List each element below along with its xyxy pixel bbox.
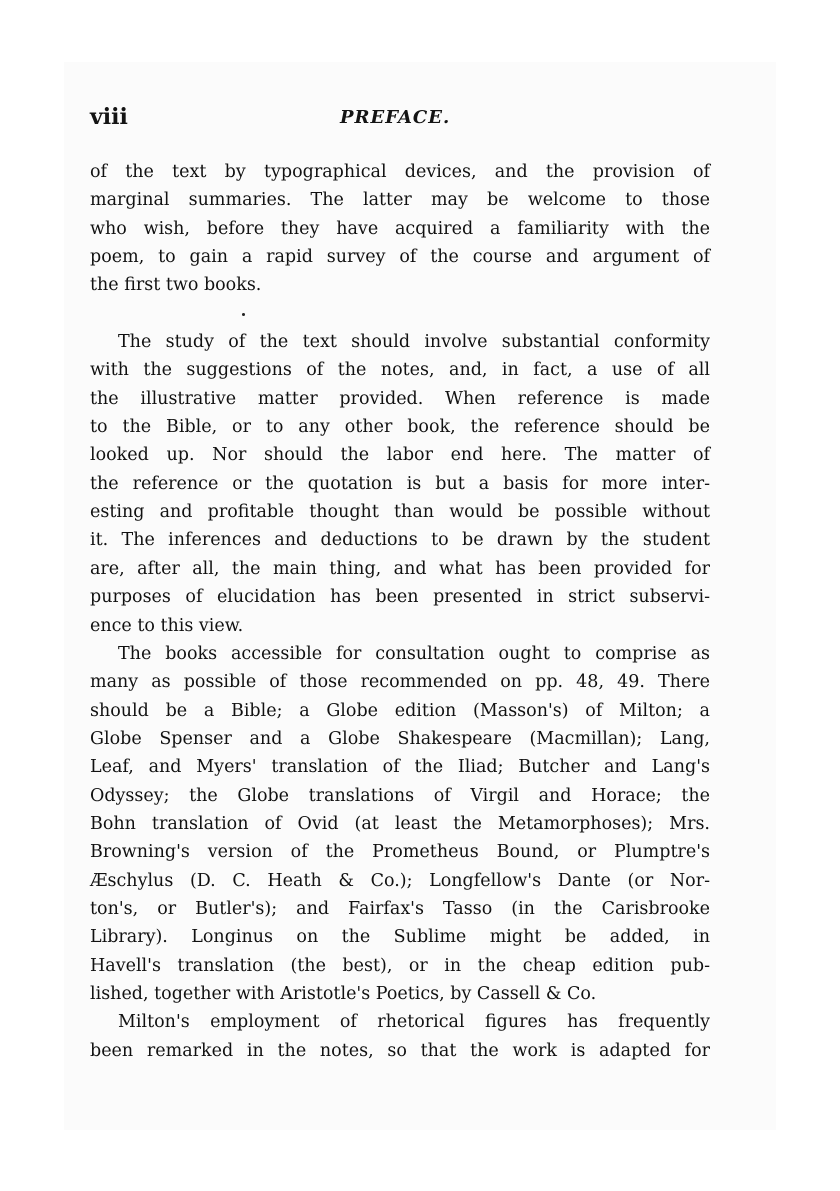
text-line: Library). Longinus on the Sublime might be added, in [90,927,710,948]
paragraph-gap [90,300,710,328]
page-number: viii [90,104,128,130]
text-line: looked up. Nor should the labor end here. The matter of [90,445,710,466]
text-line: marginal summaries. The latter may be welcome to those [90,190,710,211]
ink-speck [242,313,245,316]
text-line: the first two books. [90,275,262,296]
text-line: ence to this view. [90,615,244,636]
text-line: with the suggestions of the notes, and, in fact, a use of all [90,360,710,381]
text-line: many as possible of those recommended on pp. 48, 49. There [90,672,710,693]
text-line: Havell's translation (the best), or in the cheap edition pub- [90,955,710,976]
text-line: who wish, before they have acquired a familiarity with the [90,218,710,239]
text-line: The books accessible for consultation ought to comprise as [118,643,710,664]
text-line: of the text by typographical devices, and the provision of [90,162,710,182]
text-line: Browning's version of the Prometheus Bound, or Plumptre's [90,842,710,863]
text-line: the illustrative matter provided. When reference is made [90,388,710,409]
text-line: the reference or the quotation is but a basis for more inter- [90,473,710,494]
text-line: been remarked in the notes, so that the work is adapted for [90,1040,710,1061]
text-line: poem, to gain a rapid survey of the course and argument of [90,247,710,268]
text-line: Odyssey; the Globe translations of Virgil and Horace; the [90,785,710,806]
text-line: ton's, or Butler's); and Fairfax's Tasso (in the Carisbrooke [90,898,710,919]
text-line: it. The inferences and deductions to be drawn by the student [90,530,710,551]
text-line: Bohn translation of Ovid (at least the Metamorphoses); Mrs. [90,813,710,834]
text-line: purposes of elucidation has been presented in strict subservi- [90,587,710,608]
paragraph-2 [90,328,710,640]
paragraph-4 [90,1008,710,1065]
page-header [90,104,710,138]
paragraph-1 [90,158,710,300]
text-line: esting and profitable thought than would be possible without [90,502,710,523]
text-line: should be a Bible; a Globe edition (Masson's) of Milton; a [90,700,710,721]
text-line: Æschylus (D. C. Heath & Co.); Longfellow's Dante (or Nor- [90,870,710,891]
text-line: Leaf, and Myers' translation of the Iliad; Butcher and Lang's [90,757,710,778]
text-line: to the Bible, or to any other book, the reference should be [90,417,710,438]
text-line: are, after all, the main thing, and what has been provided for [90,558,710,579]
text-line: The study of the text should involve substantial conformity [118,332,710,353]
running-head: PREFACE. [340,107,451,128]
paragraph-3 [90,640,710,1008]
text-line: lished, together with Aristotle's Poetics, by Cassell & Co. [90,983,597,1004]
text-line: Globe Spenser and a Globe Shakespeare (Macmillan); Lang, [90,728,710,749]
body-text [90,158,710,1065]
text-line: Milton's employment of rhetorical figures has frequently [118,1012,710,1033]
